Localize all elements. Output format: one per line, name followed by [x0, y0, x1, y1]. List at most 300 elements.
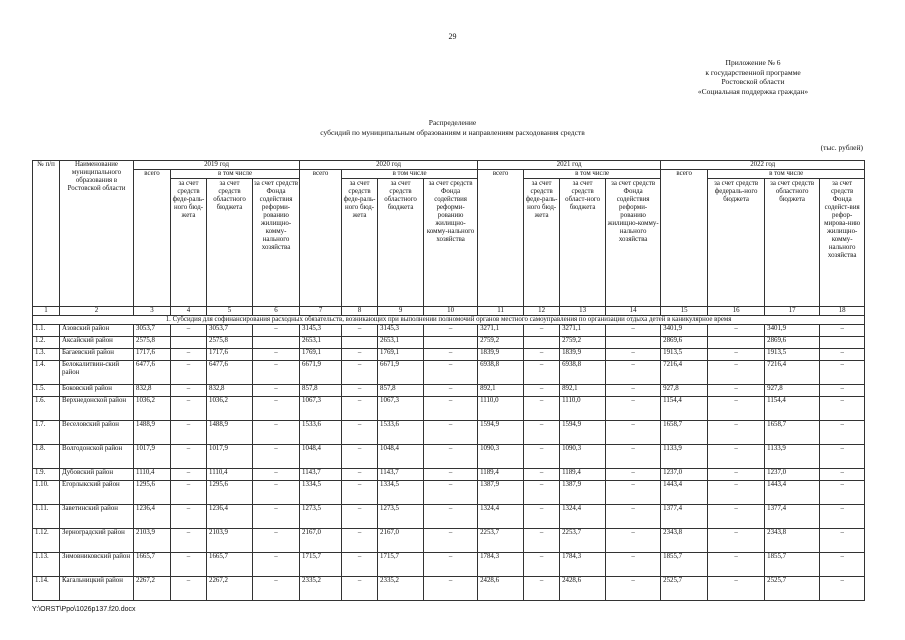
appendix-line: к государственной программе	[705, 67, 801, 77]
value-cell: 1658,7	[765, 421, 820, 445]
value-cell: 1594,9	[560, 421, 606, 445]
value-cell: –	[708, 421, 765, 445]
value-cell: –	[524, 553, 560, 577]
row-number: 1.13.	[33, 553, 60, 577]
value-cell: –	[424, 325, 478, 337]
value-cell: –	[424, 421, 478, 445]
value-cell: 2167,0	[378, 529, 424, 553]
row-number: 1.1.	[33, 325, 60, 337]
value-cell: 6938,8	[478, 361, 524, 385]
value-cell: –	[424, 505, 478, 529]
value-cell: –	[524, 397, 560, 421]
value-cell: –	[524, 505, 560, 529]
value-cell: –	[424, 385, 478, 397]
value-cell: 1133,9	[661, 445, 708, 469]
value-cell: 1324,4	[478, 505, 524, 529]
incl-header: в том числе	[171, 170, 300, 179]
fed-header: за счет средств феде-раль-ного бюд-жета	[171, 179, 207, 307]
value-cell: 1143,7	[378, 469, 424, 481]
value-cell: 1143,7	[300, 469, 342, 481]
value-cell: 2343,8	[765, 529, 820, 553]
value-cell: 1237,0	[661, 469, 708, 481]
value-cell: –	[524, 529, 560, 553]
value-cell: –	[606, 529, 661, 553]
title-line: субсидий по муниципальным образованиям и направлениям расходования средств	[320, 127, 585, 137]
table-row	[33, 325, 865, 337]
value-cell: 1133,9	[765, 445, 820, 469]
value-cell: 2253,7	[560, 529, 606, 553]
value-cell	[524, 337, 560, 349]
value-cell: 2759,2	[560, 337, 606, 349]
value-cell: –	[171, 445, 207, 469]
total-header: всего	[478, 170, 524, 307]
value-cell: 1717,6	[134, 349, 171, 361]
value-cell: 2103,9	[207, 529, 253, 553]
table-row	[33, 553, 865, 577]
value-cell: –	[820, 529, 865, 553]
value-cell: –	[171, 469, 207, 481]
value-cell: –	[820, 349, 865, 361]
column-number: 7	[300, 307, 342, 316]
table-row	[33, 577, 865, 601]
value-cell: –	[171, 421, 207, 445]
value-cell: –	[342, 349, 378, 361]
row-number: 1.2.	[33, 337, 60, 349]
row-number: 1.8.	[33, 445, 60, 469]
row-number: 1.11.	[33, 505, 60, 529]
value-cell: –	[524, 325, 560, 337]
value-cell: 3053,7	[207, 325, 253, 337]
incl-header: в том числе	[708, 170, 865, 179]
total-header: всего	[300, 170, 342, 307]
row-number: 1.12.	[33, 529, 60, 553]
value-cell: –	[820, 469, 865, 481]
fed-header: за счет средств федераль-ного бюджета	[708, 179, 765, 307]
column-number: 12	[524, 307, 560, 316]
value-cell: –	[708, 445, 765, 469]
value-cell: 1154,4	[661, 397, 708, 421]
column-number: 5	[207, 307, 253, 316]
file-path-footer: Y:\ORST\Ppo\1026p137.f20.docx	[32, 606, 136, 613]
district-name: Волгодонской район	[60, 445, 134, 469]
value-cell: 2869,6	[765, 337, 820, 349]
value-cell: 1839,9	[478, 349, 524, 361]
year-header: 2022 год	[661, 161, 865, 170]
district-name: Заветинский район	[60, 505, 134, 529]
appendix-line: «Социальная поддержка граждан»	[697, 86, 809, 96]
column-number: 2	[60, 307, 134, 316]
header-row-years	[33, 161, 865, 170]
value-cell: –	[253, 385, 300, 397]
value-cell: 1154,4	[765, 397, 820, 421]
value-cell: –	[606, 553, 661, 577]
value-cell: 1769,1	[378, 349, 424, 361]
column-number: 4	[171, 307, 207, 316]
value-cell: 1067,3	[378, 397, 424, 421]
value-cell: –	[524, 481, 560, 505]
value-cell: 1090,3	[560, 445, 606, 469]
value-cell: 832,8	[134, 385, 171, 397]
value-cell: 3053,7	[134, 325, 171, 337]
value-cell: –	[253, 445, 300, 469]
value-cell: 2267,2	[207, 577, 253, 601]
district-name: Боковский район	[60, 385, 134, 397]
value-cell: 1488,9	[207, 421, 253, 445]
value-cell: 2103,9	[134, 529, 171, 553]
incl-header: в том числе	[524, 170, 661, 179]
value-cell: –	[424, 577, 478, 601]
value-cell	[171, 337, 207, 349]
value-cell: –	[820, 577, 865, 601]
value-cell: –	[524, 577, 560, 601]
value-cell: 2653,1	[378, 337, 424, 349]
value-cell: 1334,5	[300, 481, 342, 505]
total-header: всего	[134, 170, 171, 307]
value-cell	[820, 337, 865, 349]
row-number: 1.10.	[33, 481, 60, 505]
column-number: 10	[424, 307, 478, 316]
year-header: 2021 год	[478, 161, 661, 170]
appendix-header	[653, 58, 853, 96]
value-cell: –	[253, 349, 300, 361]
table-row	[33, 385, 865, 397]
value-cell: 2575,8	[134, 337, 171, 349]
value-cell: –	[342, 325, 378, 337]
fund-header: за счет средств Фонда содействия реформи-рованию жилищно-комму-нального хозяйства	[606, 179, 661, 307]
value-cell: –	[342, 445, 378, 469]
value-cell: –	[253, 469, 300, 481]
value-cell: 1443,4	[661, 481, 708, 505]
value-cell: –	[820, 553, 865, 577]
value-cell: 2428,6	[478, 577, 524, 601]
value-cell: –	[708, 385, 765, 397]
value-cell: –	[606, 349, 661, 361]
value-cell: 2525,7	[661, 577, 708, 601]
value-cell: –	[708, 397, 765, 421]
value-cell: –	[253, 529, 300, 553]
table-row	[33, 469, 865, 481]
value-cell: –	[708, 529, 765, 553]
value-cell: 3271,1	[560, 325, 606, 337]
value-cell	[606, 337, 661, 349]
column-number: 6	[253, 307, 300, 316]
value-cell: 1913,5	[661, 349, 708, 361]
value-cell: 832,8	[207, 385, 253, 397]
district-name: Аксайский район	[60, 337, 134, 349]
column-number: 11	[478, 307, 524, 316]
table-row	[33, 481, 865, 505]
value-cell	[342, 337, 378, 349]
table-row	[33, 445, 865, 469]
value-cell: 6671,9	[378, 361, 424, 385]
value-cell	[708, 337, 765, 349]
value-cell: 6477,6	[134, 361, 171, 385]
value-cell: 1090,3	[478, 445, 524, 469]
subsidy-table	[32, 160, 865, 601]
value-cell: 1036,2	[134, 397, 171, 421]
value-cell: 1665,7	[207, 553, 253, 577]
appendix-line: Ростовской области	[721, 77, 785, 86]
value-cell: 1665,7	[134, 553, 171, 577]
value-cell: –	[820, 445, 865, 469]
value-cell: 2869,6	[661, 337, 708, 349]
value-cell: –	[253, 505, 300, 529]
column-number: 13	[560, 307, 606, 316]
district-name: Зимовниковский район	[60, 553, 134, 577]
value-cell: 7216,4	[765, 361, 820, 385]
value-cell: 1067,3	[300, 397, 342, 421]
value-cell: –	[606, 385, 661, 397]
value-cell: 1594,9	[478, 421, 524, 445]
row-number: 1.5.	[33, 385, 60, 397]
units-label: (тыс. рублей)	[820, 143, 863, 152]
incl-header: в том числе	[342, 170, 478, 179]
fund-header: за счет средств Фонда содействия реформи-рованию жилищно-комму-нального хозяйства	[253, 179, 300, 307]
col-name-header: Наименование муниципального образования в Ростовской области	[60, 161, 134, 307]
value-cell: –	[820, 397, 865, 421]
value-cell: –	[253, 325, 300, 337]
column-number: 14	[606, 307, 661, 316]
value-cell: 1533,6	[378, 421, 424, 445]
table-row	[33, 397, 865, 421]
row-number: 1.4.	[33, 361, 60, 385]
value-cell: 2267,2	[134, 577, 171, 601]
obl-header: за счет средств областного бюджета	[378, 179, 424, 307]
value-cell: 1273,5	[378, 505, 424, 529]
value-cell: –	[171, 577, 207, 601]
value-cell: 892,1	[478, 385, 524, 397]
document-title	[0, 118, 905, 137]
value-cell: –	[524, 349, 560, 361]
value-cell: –	[253, 481, 300, 505]
value-cell: 1443,4	[765, 481, 820, 505]
value-cell: 1017,9	[207, 445, 253, 469]
table-row	[33, 361, 865, 385]
value-cell: –	[424, 481, 478, 505]
value-cell: 3145,3	[300, 325, 342, 337]
value-cell: –	[606, 469, 661, 481]
row-number: 1.6.	[33, 397, 60, 421]
fund-header: за счет средств Фонда содейст-вия рефор-мирова-нию жилищно-комму-нального хозяйства	[820, 179, 865, 307]
value-cell: 2653,1	[300, 337, 342, 349]
value-cell: 857,8	[378, 385, 424, 397]
value-cell: 1110,4	[134, 469, 171, 481]
district-name: Верхнедонской район	[60, 397, 134, 421]
value-cell: 1110,0	[478, 397, 524, 421]
value-cell: 1717,6	[207, 349, 253, 361]
value-cell: 2525,7	[765, 577, 820, 601]
value-cell: 1189,4	[478, 469, 524, 481]
value-cell: –	[253, 421, 300, 445]
value-cell: 2428,6	[560, 577, 606, 601]
value-cell: –	[606, 421, 661, 445]
value-cell: 1839,9	[560, 349, 606, 361]
value-cell: –	[342, 397, 378, 421]
district-name: Дубовский район	[60, 469, 134, 481]
value-cell: 6938,8	[560, 361, 606, 385]
district-name: Зерноградский район	[60, 529, 134, 553]
value-cell: –	[253, 361, 300, 385]
row-number: 1.7.	[33, 421, 60, 445]
value-cell: 6477,6	[207, 361, 253, 385]
value-cell: 1237,0	[765, 469, 820, 481]
value-cell: 1324,4	[560, 505, 606, 529]
table-row	[33, 529, 865, 553]
value-cell: 1855,7	[661, 553, 708, 577]
value-cell: 1533,6	[300, 421, 342, 445]
table-row	[33, 505, 865, 529]
value-cell: 1017,9	[134, 445, 171, 469]
total-header: всего	[661, 170, 708, 307]
value-cell: –	[524, 361, 560, 385]
value-cell: –	[171, 349, 207, 361]
row-number: 1.3.	[33, 349, 60, 361]
year-header: 2019 год	[134, 161, 300, 170]
value-cell: –	[171, 529, 207, 553]
value-cell: 927,8	[661, 385, 708, 397]
value-cell: 1110,4	[207, 469, 253, 481]
value-cell: –	[606, 481, 661, 505]
value-cell: 1715,7	[378, 553, 424, 577]
value-cell: –	[342, 529, 378, 553]
value-cell: 3401,9	[661, 325, 708, 337]
value-cell: 1784,3	[560, 553, 606, 577]
value-cell: –	[171, 397, 207, 421]
value-cell	[253, 337, 300, 349]
value-cell: 1048,4	[378, 445, 424, 469]
value-cell: –	[606, 397, 661, 421]
value-cell: –	[820, 325, 865, 337]
value-cell: –	[820, 421, 865, 445]
value-cell: 1387,9	[478, 481, 524, 505]
header-row-groups	[33, 170, 865, 179]
value-cell: 927,8	[765, 385, 820, 397]
value-cell: 1715,7	[300, 553, 342, 577]
value-cell: 1189,4	[560, 469, 606, 481]
value-cell: –	[424, 349, 478, 361]
obl-header: за счет средств област-ного бюджета	[560, 179, 606, 307]
value-cell: –	[708, 469, 765, 481]
value-cell: 1036,2	[207, 397, 253, 421]
column-number: 8	[342, 307, 378, 316]
value-cell: 6671,9	[300, 361, 342, 385]
value-cell: 1488,9	[134, 421, 171, 445]
value-cell: 892,1	[560, 385, 606, 397]
value-cell: –	[606, 361, 661, 385]
value-cell: –	[708, 481, 765, 505]
value-cell: –	[342, 553, 378, 577]
value-cell: –	[820, 481, 865, 505]
row-number: 1.14.	[33, 577, 60, 601]
section-title: 1. Субсидия для софинансирования расходных обязательств, возникающих при выполнении полномочий органов местного самоуправления по организации отдыха детей в каникулярное время	[33, 316, 865, 325]
value-cell: 3401,9	[765, 325, 820, 337]
value-cell: 2167,0	[300, 529, 342, 553]
value-cell: –	[708, 349, 765, 361]
value-cell: –	[820, 505, 865, 529]
value-cell: –	[820, 361, 865, 385]
column-number: 15	[661, 307, 708, 316]
value-cell: –	[708, 361, 765, 385]
value-cell: 1769,1	[300, 349, 342, 361]
column-number: 16	[708, 307, 765, 316]
column-number: 1	[33, 307, 60, 316]
value-cell: 1334,5	[378, 481, 424, 505]
value-cell: –	[342, 577, 378, 601]
value-cell: –	[524, 385, 560, 397]
column-number-row	[33, 307, 865, 316]
value-cell: –	[606, 577, 661, 601]
section-row	[33, 316, 865, 325]
value-cell: 1855,7	[765, 553, 820, 577]
title-line: Распределение	[428, 118, 477, 127]
year-header: 2020 год	[300, 161, 478, 170]
value-cell: –	[171, 553, 207, 577]
value-cell: 2759,2	[478, 337, 524, 349]
district-name: Веселовский район	[60, 421, 134, 445]
obl-header: за счет средств областного бюджета	[765, 179, 820, 307]
value-cell: –	[708, 505, 765, 529]
value-cell: 1784,3	[478, 553, 524, 577]
value-cell: 1295,6	[207, 481, 253, 505]
value-cell: –	[171, 325, 207, 337]
fund-header: за счет средств Фонда содействия реформи-рованию жилищно-комму-нального хозяйства	[424, 179, 478, 307]
value-cell: –	[708, 325, 765, 337]
value-cell: –	[524, 445, 560, 469]
value-cell: –	[708, 577, 765, 601]
value-cell: 1658,7	[661, 421, 708, 445]
value-cell: –	[342, 481, 378, 505]
obl-header: за счет средств областного бюджета	[207, 179, 253, 307]
value-cell: 3271,1	[478, 325, 524, 337]
value-cell: 2335,2	[378, 577, 424, 601]
value-cell: –	[606, 505, 661, 529]
fed-header: за счет средств феде-раль-ного бюд-жета	[524, 179, 560, 307]
value-cell: 1236,4	[207, 505, 253, 529]
value-cell: –	[342, 385, 378, 397]
value-cell: 857,8	[300, 385, 342, 397]
value-cell: –	[171, 361, 207, 385]
value-cell: –	[342, 505, 378, 529]
column-number: 9	[378, 307, 424, 316]
column-number: 17	[765, 307, 820, 316]
table-row	[33, 337, 865, 349]
value-cell: –	[253, 553, 300, 577]
value-cell: 2575,8	[207, 337, 253, 349]
fed-header: за счет средств феде-раль-ного бюд-жета	[342, 179, 378, 307]
district-name: Азовский район	[60, 325, 134, 337]
row-number: 1.9.	[33, 469, 60, 481]
district-name: Белокалитвин-ский район	[60, 361, 134, 385]
appendix-line: Приложение № 6	[725, 58, 781, 67]
value-cell: 2253,7	[478, 529, 524, 553]
value-cell: 1913,5	[765, 349, 820, 361]
value-cell: –	[424, 553, 478, 577]
value-cell	[424, 337, 478, 349]
value-cell: 1110,0	[560, 397, 606, 421]
value-cell: –	[424, 361, 478, 385]
value-cell: 2335,2	[300, 577, 342, 601]
value-cell: 1236,4	[134, 505, 171, 529]
col-num-header: № п/п	[33, 161, 60, 307]
value-cell: 2343,8	[661, 529, 708, 553]
column-number: 18	[820, 307, 865, 316]
value-cell: –	[424, 469, 478, 481]
district-name: Егорлыкский район	[60, 481, 134, 505]
value-cell: –	[708, 553, 765, 577]
value-cell: 3145,3	[378, 325, 424, 337]
value-cell: –	[171, 385, 207, 397]
value-cell: –	[820, 385, 865, 397]
